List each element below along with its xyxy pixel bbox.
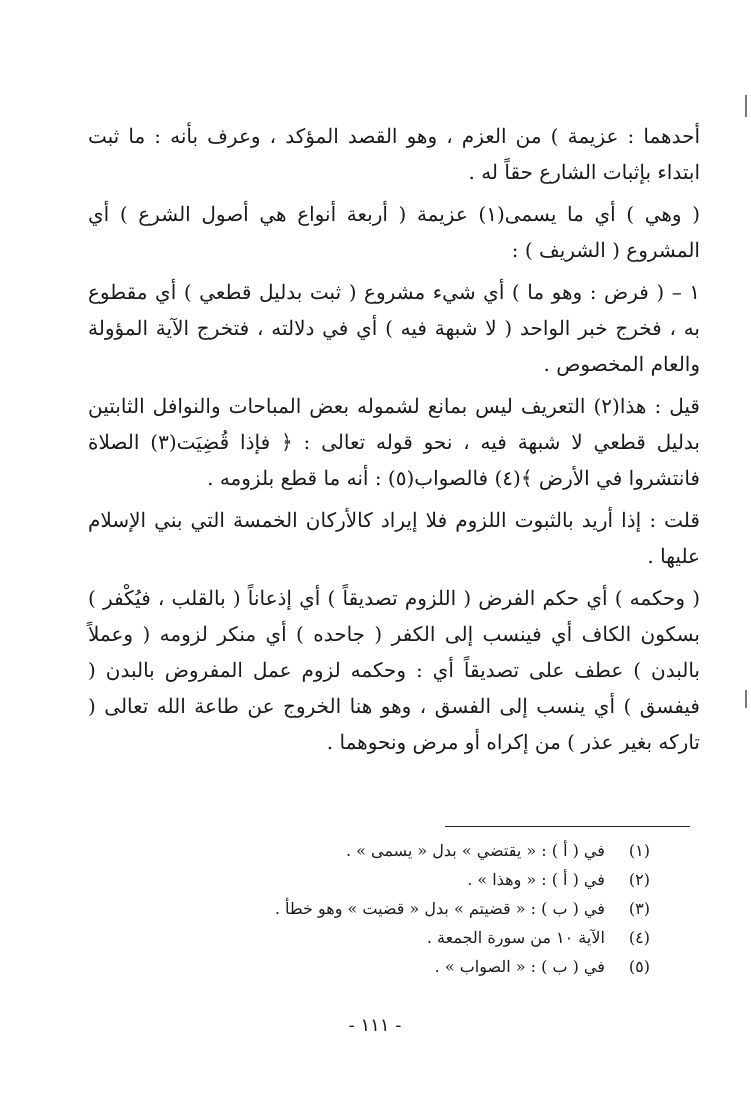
- paragraph: ١ – ( فرض : وهو ما ) أي شيء مشروع ( ثبت بدليل قطعي ) أي مقطوع به ، فخرج خبر الواحد ( لا شبهة فيه ) أي في دلالته ، فتخرج الآية المؤولة والعام المخصوص .: [88, 280, 700, 376]
- footnote: [200, 952, 650, 981]
- footnote-text: في ( أ ) : « يقتضي » بدل « يسمى » .: [345, 841, 605, 860]
- footnote-text: في ( ب ) : « قضيتم » بدل « قضيت » وهو خطأ .: [274, 899, 605, 918]
- footnote-text: الآية ١٠ من سورة الجمعة .: [426, 928, 605, 947]
- footnote-divider: [445, 826, 690, 827]
- footnote-number: (٤): [628, 928, 650, 947]
- page-number: - ١١١ -: [348, 1015, 402, 1036]
- footnote: [200, 894, 650, 923]
- paragraph: ( وحكمه ) أي حكم الفرض ( اللزوم تصديقاً ) أي إذعاناً ( بالقلب ، فيُكْفر ) بسكون الكاف أي فينسب إلى الكفر ( جاحده ) أي منكر لزومه ( وعملاً بالبدن ) عطف على تصديقاً أي : وحكمه لزوم عمل المفروض بالبدن ( فيفسق ) أي ينسب إلى الفسق ، وهو هنا الخروج عن طاعة الله تعالى ( تاركه بغير عذر ) من إكراه أو مرض ونحوهما .: [88, 586, 700, 754]
- footnote-number: (٥): [628, 957, 650, 976]
- body-text: [88, 118, 700, 766]
- footnote-number: (١): [628, 841, 650, 860]
- paragraph: ( وهي ) أي ما يسمى(١) عزيمة ( أربعة أنواع هي أصول الشرع ) أي المشروع ( الشريف ) :: [88, 202, 700, 262]
- footnote: [200, 836, 650, 865]
- scan-margin-mark: [745, 95, 747, 117]
- paragraph: قيل : هذا(٢) التعريف ليس بمانع لشموله بعض المباحات والنوافل الثابتين بدليل قطعي لا شبهة فيه ، نحو قوله تعالى : ﴿ فإذا قُضِيَت(٣) الصلاة فانتشروا في الأرض ﴾(٤) فالصواب(٥) : أنه ما قطع بلزومه .: [88, 394, 700, 490]
- footnote: [200, 923, 650, 952]
- footnote-text: في ( ب ) : « الصواب » .: [434, 957, 605, 976]
- footnote-number: (٢): [628, 870, 650, 889]
- scan-margin-mark: [745, 690, 747, 708]
- footnote-number: (٣): [628, 899, 650, 918]
- paragraph: أحدهما : عزيمة ) من العزم ، وهو القصد المؤكد ، وعرف بأنه : ما ثبت ابتداء بإثبات الشارع حقاً له .: [88, 124, 700, 184]
- paragraph: قلت : إذا أريد بالثبوت اللزوم فلا إيراد كالأركان الخمسة التي بني الإسلام عليها .: [88, 508, 700, 568]
- footnote: [200, 865, 650, 894]
- footnote-text: في ( أ ) : « وهذا » .: [467, 870, 605, 889]
- footnotes: [200, 836, 650, 981]
